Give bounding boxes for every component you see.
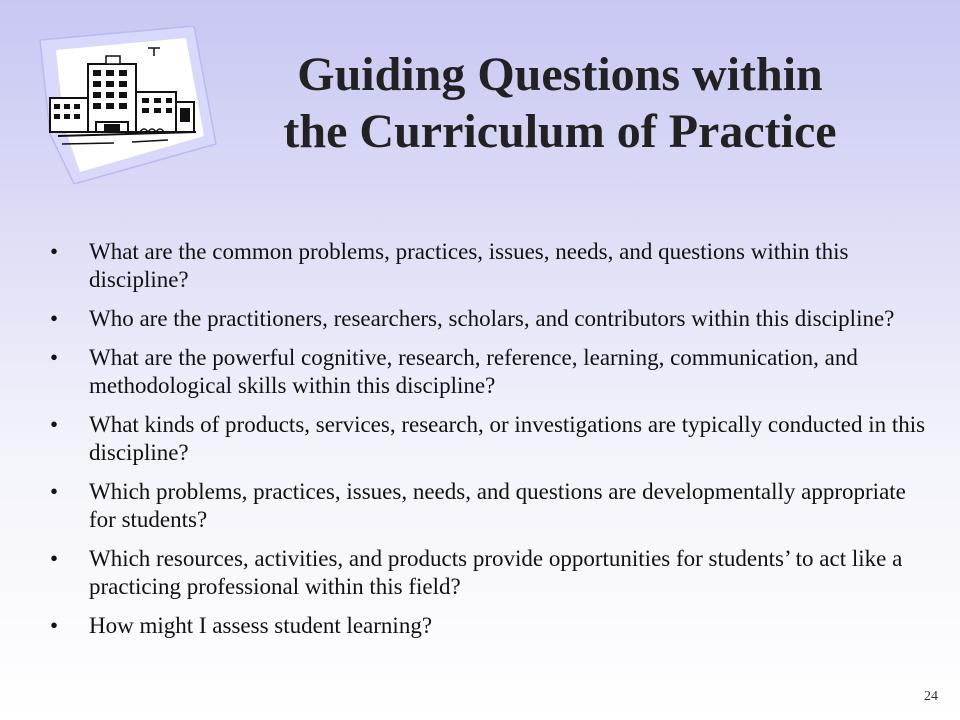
slide-title [200, 46, 920, 160]
bullet-marker: • [50, 479, 59, 504]
slide-title-line-1: Guiding Questions within [297, 48, 823, 101]
bullet-text: Who are the practitioners, researchers, scholars, and contributors within this discipline? [89, 306, 895, 331]
bullet-item [50, 612, 930, 640]
bullet-item [50, 478, 930, 534]
bullet-text: Which problems, practices, issues, needs, and questions are developmentally appropriate for students? [89, 479, 906, 532]
bullet-text: What kinds of products, services, research, or investigations are typically conducted in this discipline? [89, 412, 926, 465]
bullet-marker: • [50, 345, 59, 370]
bullet-list [50, 238, 930, 651]
bullet-marker: • [50, 613, 59, 638]
bullet-text: What are the powerful cognitive, research, reference, learning, communication, and methodological skills within this discipline? [89, 345, 858, 398]
bullet-text: Which resources, activities, and products provide opportunities for students’ to act like a practicing professional within this field? [89, 546, 903, 599]
bullet-text: How might I assess student learning? [89, 613, 433, 638]
bullet-text: What are the common problems, practices, issues, needs, and questions within this discipline? [89, 239, 849, 292]
slide-title-line-2: the Curriculum of Practice [283, 105, 837, 158]
bullet-marker: • [50, 546, 59, 571]
bullet-item [50, 238, 930, 294]
bullet-item [50, 305, 930, 333]
bullet-item [50, 344, 930, 400]
bullet-marker: • [50, 412, 59, 437]
bullet-marker: • [50, 239, 59, 264]
page-number: 24 [924, 689, 938, 704]
bullet-item [50, 411, 930, 467]
bullet-item [50, 545, 930, 601]
bullet-marker: • [50, 306, 59, 331]
building-icon [36, 26, 220, 184]
